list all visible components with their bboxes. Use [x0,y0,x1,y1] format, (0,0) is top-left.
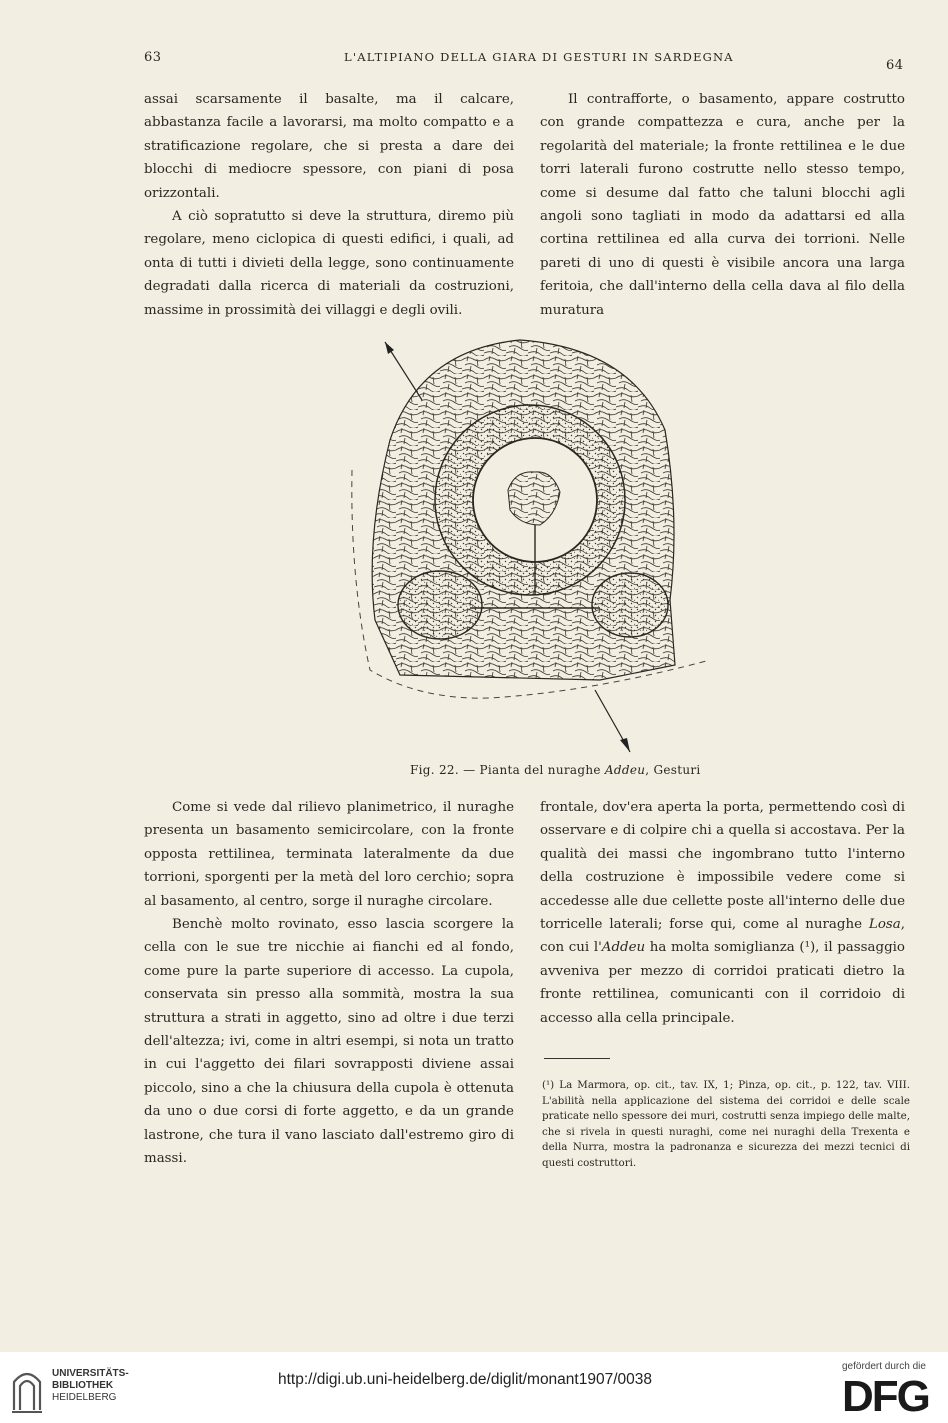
paragraph: Benchè molto rovinato, esso lascia scorgere la cella con le sue tre nicchie ai fianchi ed al fondo, come pure la parte superiore di accesso. La cupola, conservata sin presso alla sommità, mostra la sua struttura a strati in aggetto, sino ad oltre i due terzi dell'altezza; ivi, come in altri esempi, si nota un tratto in cui l'aggetto dei filari sovrapposti diviene assai piccolo, sino a che la chiusura della cupola è ottenuta da uno o due corsi di forte aggetto, e da un grande lastrone, che tura il vano lasciato dall'estremo giro di massi. [144,917,514,1167]
page-number-right: 64 [886,58,904,73]
page-number-left: 63 [144,50,162,65]
column-left-top [144,88,514,322]
footnote: (¹) La Marmora, op. cit., tav. IX, 1; Pinza, op. cit., p. 122, tav. VIII. L'abilità nella applicazione del sistema dei corridoi e delle scale praticate nello spessore dei muri, costrutti senza impiego delle malte, che si rivela in questi nuraghi, come nei nuraghi della Trexenta e della Nurra, mostra la padronanza e sicurezza dei mezzi tecnici di questi costruttori. [542,1079,910,1169]
column-right-top [540,88,905,322]
right-tower [592,573,668,637]
paragraph: A ciò sopratutto si deve la struttura, diremo più regolare, meno ciclopica di questi edifici, i quali, ad onta di tutti i divieti della legge, sono continuamente degradati dalla ricerca di materiali da costruzioni, massime in prossimità dei villaggi e degli ovili. [144,209,514,318]
paragraph: assai scarsamente il basalte, ma il calcare, abbastanza facile a lavorarsi, ma molto compatto e a stratificazione regolare, che si presta a dare dei blocchi di mediocre spessore, con piani di posa orizzontali. [144,92,514,201]
dfg-logo: DFG [842,1372,929,1421]
figure-caption: Fig. 22. — Pianta del nuraghe Addeu, Gesturi [410,763,701,777]
viewer-footer [0,1352,948,1423]
column-left-bottom [144,796,514,1171]
permalink-url[interactable]: http://digi.ub.uni-heidelberg.de/diglit/monant1907/0038 [278,1371,652,1388]
paragraph: Come si vede dal rilievo planimetrico, il nuraghe presenta un basamento semicircolare, con la fronte opposta rettilinea, terminata lateralmente da due torrioni, sporgenti per la metà del loro cerchio; sopra al basamento, al centro, sorge il nuraghe circolare. [144,800,514,909]
footnote-rule [544,1058,610,1059]
university-library-logo-icon [10,1364,44,1414]
left-tower [398,571,482,639]
funding-note: gefördert durch die [842,1361,926,1372]
paragraph: Il contrafforte, o basamento, appare costrutto con grande compattezza e cura, anche per la regolarità del materiale; la fronte rettilinea e le due torri laterali furono costrutte nello stesso tempo, come si desume dal fatto che taluni blocchi agli angoli sono tagliati in modo da adattarsi ed alla cortina rettilinea ed alla curva dei torrioni. Nelle pareti di uno di questi è visibile ancora una larga feritoia, che dall'interno della cella dava al filo della muratura [540,92,905,318]
paragraph: frontale, dov'era aperta la porta, permettendo così di osservare e di colpire chi a quella si accostava. Per la qualità dei massi che ingombrano tutto l'interno della costruzione è impossibile vedere come si accedesse alle due cellette poste all'interno delle due torricelle laterali; forse qui, come al nuraghe Losa, con cui l'Addeu ha molta somiglianza (¹), il passaggio avveniva per mezzo di corridoi praticati dietro la fronte rettilinea, comunicanti con il corridoio di accesso alla cella principale. [540,800,905,1026]
nuraghe-plan-figure [330,320,750,760]
column-right-bottom [540,796,905,1030]
library-name: UNIVERSITÄTS- BIBLIOTHEK HEIDELBERG [52,1368,129,1403]
running-title: L'ALTIPIANO DELLA GIARA DI GESTURI IN SARDEGNA [344,50,734,64]
